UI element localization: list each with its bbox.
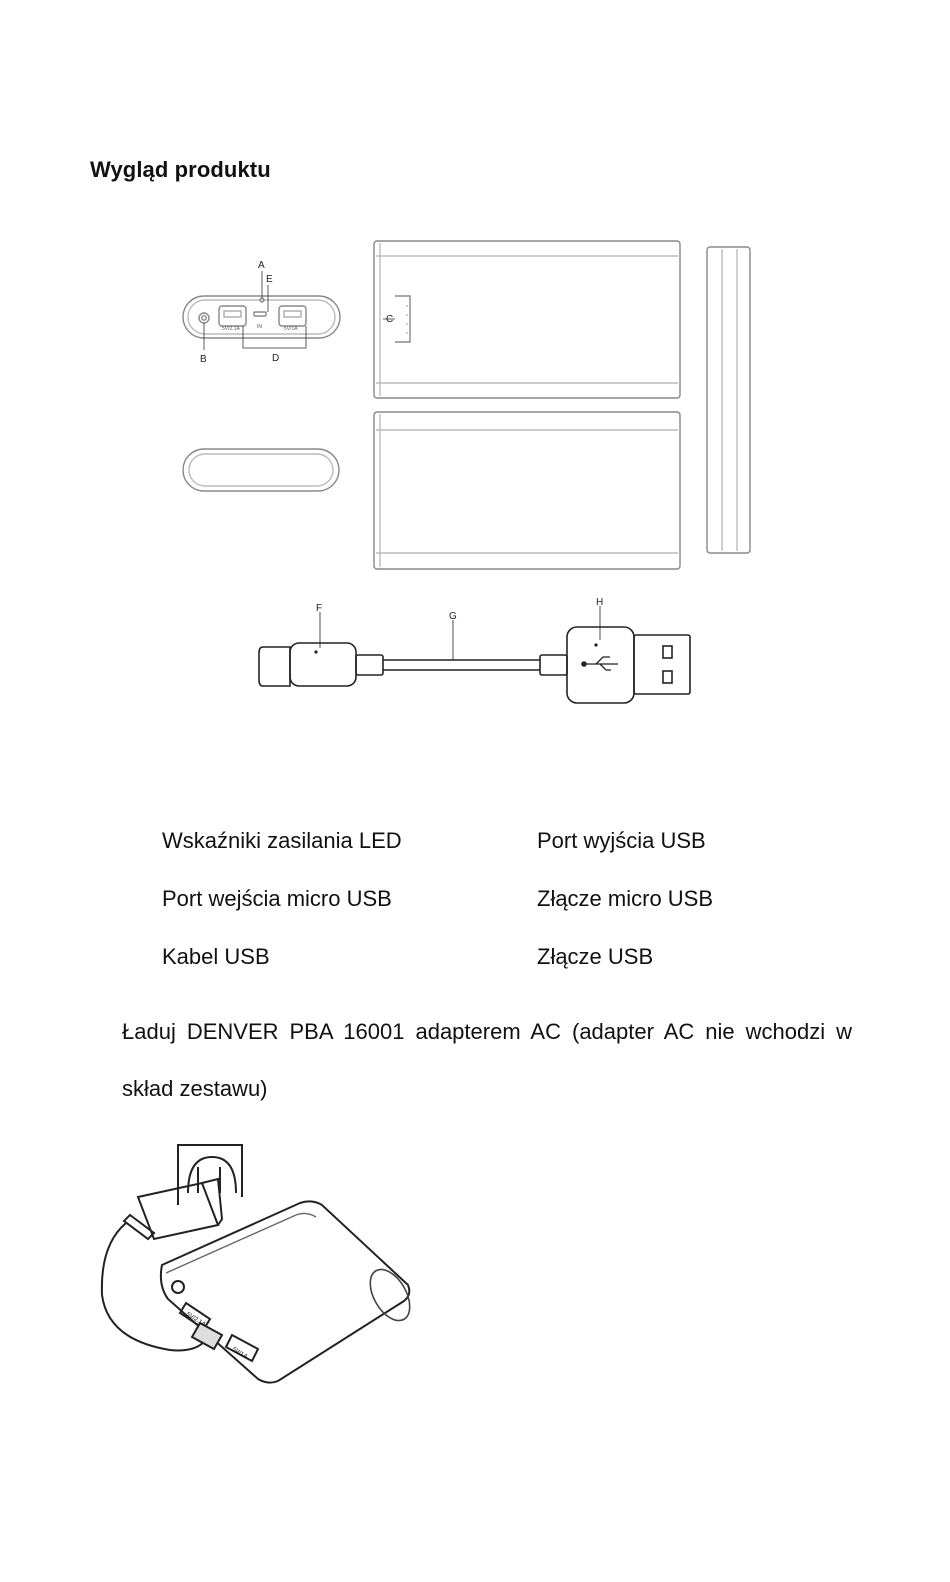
parts-list xyxy=(162,812,802,986)
list-item xyxy=(162,812,802,870)
page-title: Wygląd produktu xyxy=(90,157,271,182)
part-led-indicators: Wskaźniki zasilania LED xyxy=(162,828,402,853)
part-micro-usb-connector: Złącze micro USB xyxy=(537,886,714,911)
usb-symbol-icon xyxy=(585,657,618,670)
label-g: G xyxy=(449,611,457,622)
label-h: H xyxy=(596,597,604,608)
port-label-2: 5V/1A xyxy=(230,1346,248,1361)
list-item xyxy=(162,870,802,928)
wall-socket xyxy=(178,1145,242,1205)
charging-illustration xyxy=(90,1135,420,1390)
label-d: D xyxy=(272,353,280,364)
label-c: C xyxy=(386,314,394,325)
usb-cable-drawing xyxy=(259,606,690,703)
part-usb-cable: Kabel USB xyxy=(162,944,270,969)
powerbank-end-view xyxy=(183,271,340,350)
charging-instruction: Ładuj DENVER PBA 16001 adapterem AC (adapter AC nie wchodzi w skład zestawu) xyxy=(122,1019,852,1101)
list-item xyxy=(162,928,802,986)
product-diagram xyxy=(0,0,950,720)
powerbank-bottom-view xyxy=(374,412,680,569)
part-micro-usb-input: Port wejścia micro USB xyxy=(162,886,392,911)
port-label-left: 5V/2.1A xyxy=(222,326,240,332)
label-e: E xyxy=(266,274,273,285)
label-b: B xyxy=(200,354,207,365)
part-usb-output: Port wyjścia USB xyxy=(537,828,706,853)
micro-usb-plug xyxy=(259,647,290,686)
powerbank-back-end-view xyxy=(183,449,339,491)
port-label-in: IN xyxy=(257,324,262,330)
label-a: A xyxy=(258,260,265,271)
powerbank-top-view xyxy=(374,241,680,398)
part-usb-connector: Złącze USB xyxy=(537,944,654,969)
port-label-1: 5V/2.1A xyxy=(184,1311,207,1329)
powerbank-side-view xyxy=(707,247,750,553)
port-label-right: 5V/1A xyxy=(284,326,298,332)
label-f: F xyxy=(316,603,323,614)
